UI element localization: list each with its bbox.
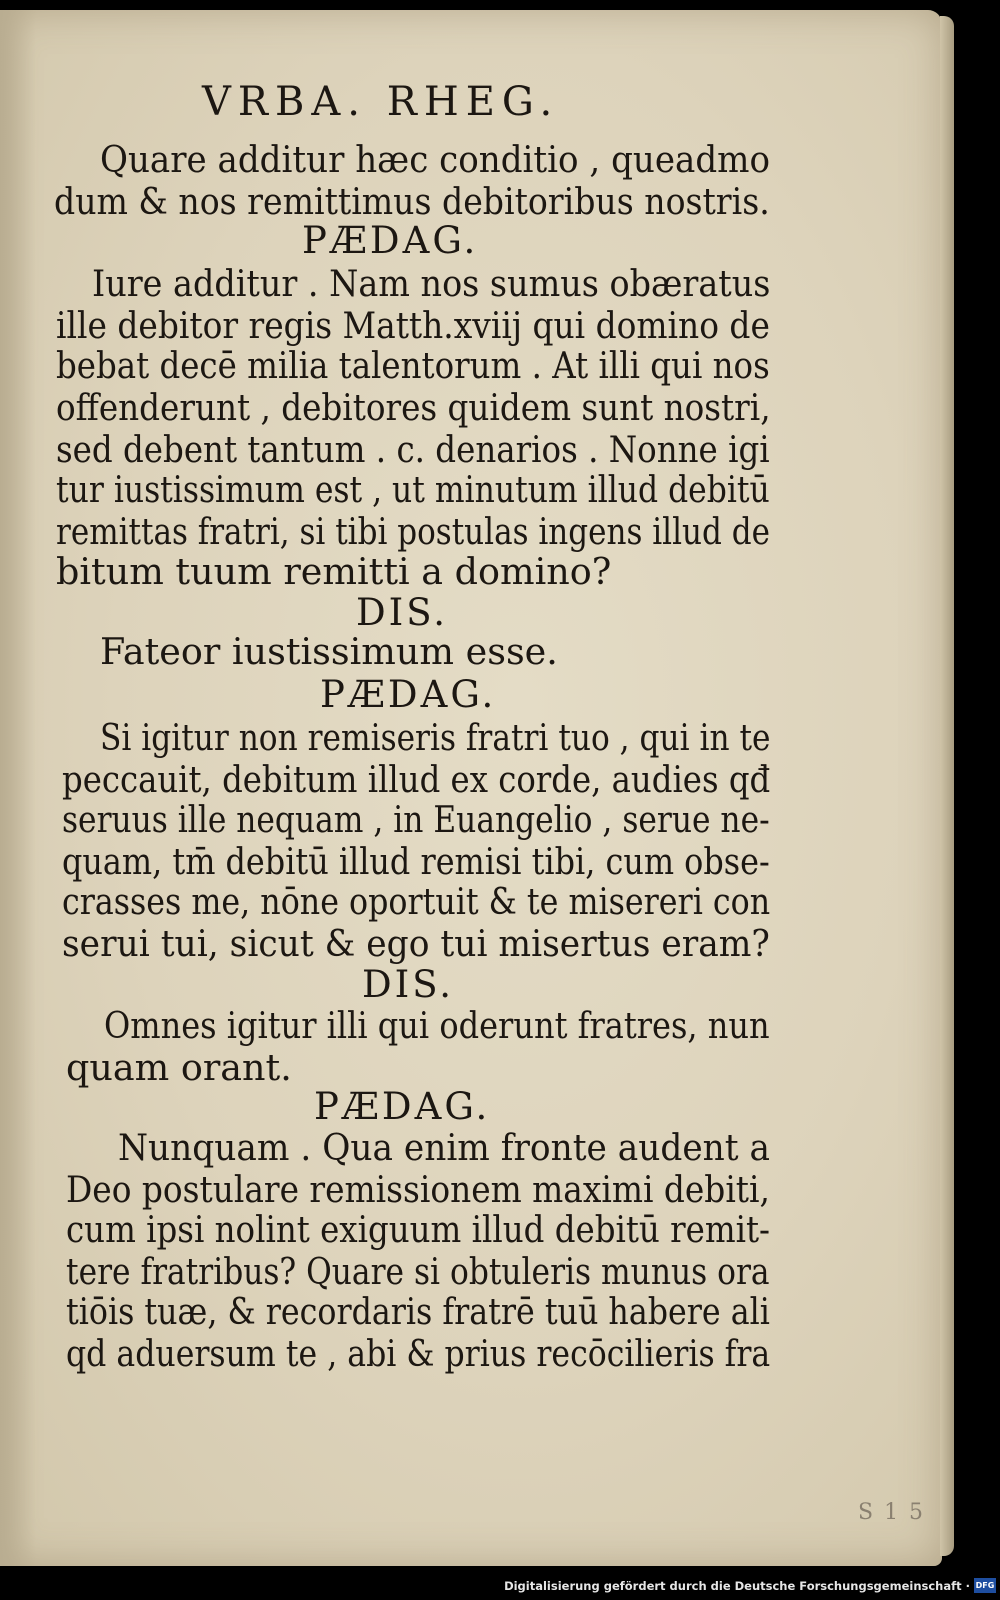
- running-head: VRBA. RHEG.: [202, 79, 560, 125]
- text-line: Nunquam . Qua enim fronte audent a: [118, 1126, 771, 1169]
- text-line: quam orant.: [66, 1046, 292, 1089]
- speaker-heading: DIS.: [356, 591, 449, 634]
- text-line: peccauit, debitum illud ex corde, audies qđ: [62, 758, 771, 801]
- text-line: remittas fratri, si tibi postulas ingens illud de: [56, 510, 770, 553]
- dfg-logo-icon: DFG: [974, 1578, 996, 1593]
- text-line: tiōis tuæ, & recordaris fratrē tuū habere ali: [66, 1290, 770, 1333]
- text-line: Quare additur hæc conditio , queadmo: [100, 138, 771, 181]
- text-line: Omnes igitur illi qui oderunt fratres, nun: [104, 1004, 770, 1047]
- book-page: [0, 10, 942, 1566]
- text-line: Deo postulare remissionem maximi debiti,: [66, 1168, 770, 1211]
- text-line: bebat decē milia talentorum . At illi qui nos: [56, 344, 770, 387]
- text-line: seruus ille nequam , in Euangelio , serue ne-: [62, 798, 770, 841]
- speaker-heading: PÆDAG.: [302, 219, 479, 262]
- signature-mark: S 1 5: [858, 1500, 926, 1525]
- page-gutter: [0, 10, 36, 1566]
- text-line: serui tui, sicut & ego tui misertus eram?: [62, 922, 770, 965]
- speaker-heading: DIS.: [362, 963, 455, 1006]
- text-line: qd aduersum te , abi & prius recōcilieris fra: [66, 1332, 771, 1375]
- text-line: Fateor iustissimum esse.: [100, 630, 558, 673]
- text-line: tere fratribus? Quare si obtuleris munus ora: [66, 1250, 770, 1293]
- text-line: Si igitur non remiseris fratri tuo , qui in te: [100, 716, 771, 759]
- text-line: Iure additur . Nam nos sumus obæratus: [92, 262, 771, 305]
- page-edge: [940, 16, 954, 1556]
- text-line: ille debitor regis Matth.xviij qui domino de: [56, 304, 770, 347]
- text-line: crasses me, nōne oportuit & te misereri con: [62, 880, 771, 923]
- text-line: bitum tuum remitti a domino?: [56, 550, 612, 593]
- text-line: cum ipsi nolint exiguum illud debitū remit-: [66, 1208, 770, 1251]
- speaker-heading: PÆDAG.: [314, 1085, 491, 1128]
- text-line: sed debent tantum . c. denarios . Nonne igi: [56, 428, 770, 471]
- text-line: quam, tm̄ debitū illud remisi tibi, cum obse-: [62, 840, 770, 883]
- text-line: tur iustissimum est , ut minutum illud debitū: [56, 468, 770, 511]
- text-line: dum & nos remittimus debitoribus nostris.: [54, 180, 770, 223]
- footer-credit: Digitalisierung gefördert durch die Deutsche Forschungsgemeinschaft ·: [504, 1579, 970, 1593]
- text-line: offenderunt , debitores quidem sunt nostri,: [56, 386, 771, 429]
- speaker-heading: PÆDAG.: [320, 673, 497, 716]
- digitization-footer: [0, 1573, 1000, 1600]
